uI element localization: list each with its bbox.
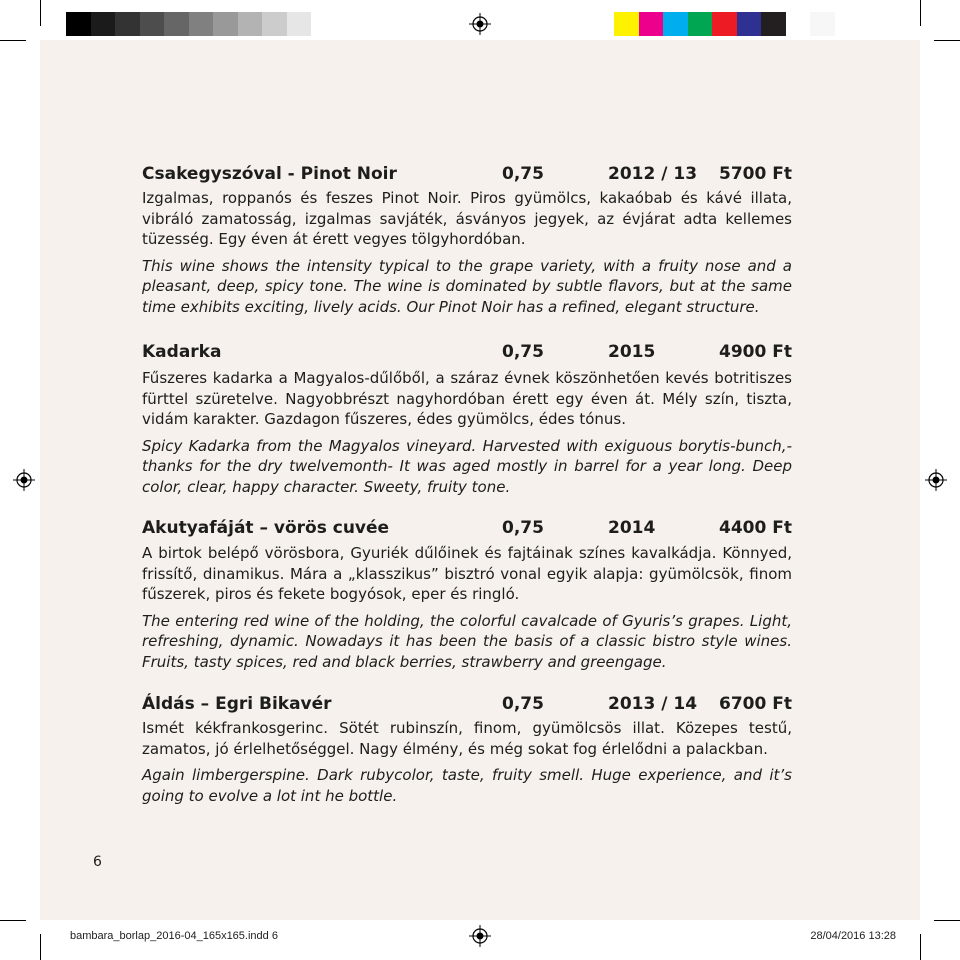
wine-price: 6700 Ft xyxy=(719,694,792,714)
calibration-swatch xyxy=(213,12,238,36)
wine-header xyxy=(142,164,792,188)
calibration-swatch xyxy=(614,12,639,36)
wine-vintage: 2014 xyxy=(608,518,656,538)
crop-mark xyxy=(0,40,26,41)
crop-mark xyxy=(934,40,960,41)
crop-mark xyxy=(40,0,41,26)
calibration-swatch xyxy=(761,12,786,36)
wine-volume: 0,75 xyxy=(502,518,544,538)
crop-mark xyxy=(40,934,41,960)
wine-vintage: 2012 / 13 xyxy=(608,164,698,184)
calibration-swatch xyxy=(262,12,287,36)
calibration-swatch xyxy=(311,12,336,36)
description-english: Spicy Kadarka from the Magyalos vineyard. Harvested with exiguous borytis-bunch,- thanks for the dry twelvemonth- It was aged mostly in barrel for a year long. Deep color, clear, happy character. Sweety, fruity tone. xyxy=(142,436,792,496)
wine-name: Akutyafáját – vörös cuvée xyxy=(142,518,390,538)
calibration-swatch xyxy=(712,12,737,36)
wine-entry xyxy=(142,694,792,806)
wine-entry xyxy=(142,342,792,497)
wine-header xyxy=(142,518,792,542)
slug-datetime: 28/04/2016 13:28 xyxy=(810,930,896,942)
wine-name: Kadarka xyxy=(142,342,222,362)
calibration-swatch xyxy=(140,12,165,36)
wine-volume: 0,75 xyxy=(502,164,544,184)
wine-price: 5700 Ft xyxy=(719,164,792,184)
wine-entry xyxy=(142,518,792,672)
registration-mark-icon xyxy=(469,925,491,947)
calibration-swatch xyxy=(663,12,688,36)
calibration-swatch xyxy=(189,12,214,36)
calibration-swatch xyxy=(786,12,811,36)
wine-header xyxy=(142,342,792,366)
crop-mark xyxy=(920,934,921,960)
description-hungarian: A birtok belépő vörösbora, Gyuriék dűlőinek és fajtáinak színes kavalkádja. Könnyed, frissítő, dinamikus. Mára a „klasszikus” bisztró vonal egyik alapja: gyümölcsök, finom fűszerek, piros és fekete bogyósok, eper és ringló. xyxy=(142,544,792,603)
color-calibration-bar xyxy=(614,12,835,36)
calibration-swatch xyxy=(287,12,312,36)
wine-volume: 0,75 xyxy=(502,342,544,362)
grayscale-calibration-bar xyxy=(66,12,336,36)
description-english: This wine shows the intensity typical to the grape variety, with a fruity nose and a pleasant, deep, spicy tone. The wine is dominated by subtle flavors, but at the same time exhibits exciting, lively acids. Our Pinot Noir has a refined, elegant structure. xyxy=(142,256,792,316)
calibration-swatch xyxy=(115,12,140,36)
slug-file-info: bambara_borlap_2016-04_165x165.indd 6 xyxy=(70,930,278,942)
registration-mark-icon xyxy=(469,13,491,35)
description-hungarian: Izgalmas, roppanós és feszes Pinot Noir. Piros gyümölcs, kakaóbab és kávé illata, vibráló zamatosság, izgalmas savjáték, ásványos jegyek, az évjárat adta kellemes tüzesség. Egy éven át érett vegyes tölgyhordóban. xyxy=(142,189,792,248)
crop-mark xyxy=(0,920,26,921)
calibration-swatch xyxy=(810,12,835,36)
wine-volume: 0,75 xyxy=(502,694,544,714)
page-number: 6 xyxy=(93,854,102,870)
description-english: The entering red wine of the holding, the colorful cavalcade of Gyuris’s grapes. Light, refreshing, dynamic. Nowadays it has been the basis of a classic bistro style wines. Fruits, tasty spices, red and black berries, strawberry and greengage. xyxy=(142,611,792,671)
description-hungarian: Fűszeres kadarka a Magyalos-dűlőből, a száraz évnek köszönhetően kevés botritiszes fürttel szüretelve. Nagyobbrészt nagyhordóban érett egy éven át. Mély szín, tiszta, vidám karakter. Gazdagon fűszeres, édes gyümölcs, édes tónus. xyxy=(142,369,792,428)
wine-vintage: 2013 / 14 xyxy=(608,694,698,714)
calibration-swatch xyxy=(238,12,263,36)
wine-price: 4900 Ft xyxy=(719,342,792,362)
calibration-swatch xyxy=(66,12,91,36)
registration-mark-icon xyxy=(13,469,35,491)
calibration-swatch xyxy=(639,12,664,36)
calibration-swatch xyxy=(688,12,713,36)
wine-price: 4400 Ft xyxy=(719,518,792,538)
crop-mark xyxy=(920,0,921,26)
crop-mark xyxy=(934,920,960,921)
wine-vintage: 2015 xyxy=(608,342,656,362)
wine-name: Csakegyszóval - Pinot Noir xyxy=(142,164,397,184)
calibration-swatch xyxy=(91,12,116,36)
calibration-swatch xyxy=(164,12,189,36)
description-english: Again limbergerspine. Dark rubycolor, taste, fruity smell. Huge experience, and it’s going to evolve a lot int he bottle. xyxy=(142,766,792,805)
wine-name: Áldás – Egri Bikavér xyxy=(142,694,332,714)
description-hungarian: Ismét kékfrankosgerinc. Sötét rubinszín, finom, gyümölcsös illat. Közepes testű, zamatos, jó érlelhetőséggel. Nagy élmény, és még sokat fog érlelődni a palackban. xyxy=(142,719,792,758)
registration-mark-icon xyxy=(925,469,947,491)
wine-header xyxy=(142,694,792,718)
calibration-swatch xyxy=(737,12,762,36)
wine-entry xyxy=(142,164,792,317)
